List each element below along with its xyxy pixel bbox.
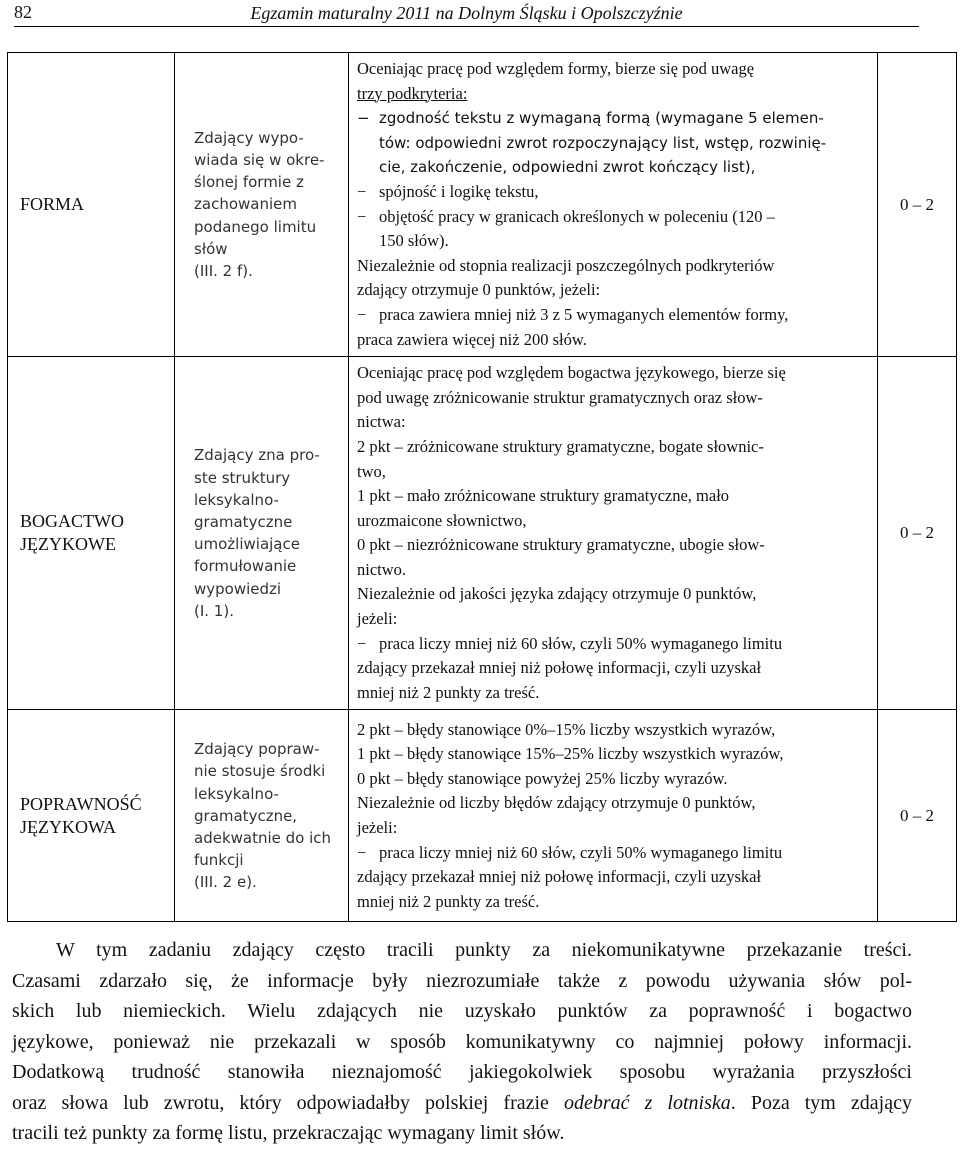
- standard-line: podanego limitu: [194, 217, 317, 236]
- assessment-criteria-table: [7, 52, 957, 922]
- description-text: two,: [357, 461, 386, 481]
- description-line: [357, 82, 877, 107]
- description-text: mniej niż 2 punkty za treść.: [357, 682, 540, 702]
- points-range: 0 – 2: [878, 710, 957, 922]
- dash-bullet-icon: −: [357, 181, 367, 201]
- description-bullet-line: [357, 841, 877, 866]
- description-text: Niezależnie od liczby błędów zdający otrzymuje 0 punktów,: [357, 793, 756, 813]
- description-line: [357, 460, 877, 485]
- standard-line: Zdający wypo-: [194, 128, 304, 147]
- description-line: [357, 718, 877, 743]
- dash-bullet-icon: −: [357, 842, 367, 862]
- description-bullet-line: [357, 180, 877, 205]
- commentary-line: tracili też punkty za formę listu, przekraczając wymagany limit słów.: [12, 1122, 565, 1144]
- description-line: [357, 816, 877, 841]
- running-title: Egzamin maturalny 2011 na Dolnym Śląsku i Opolszczyźnie: [250, 3, 683, 23]
- criterion-category: [8, 53, 175, 357]
- criterion-category: [8, 710, 175, 922]
- standard-line: umożliwiające: [194, 535, 300, 554]
- description-bullet-line: [357, 303, 877, 328]
- description-text: nictwa:: [357, 412, 406, 432]
- standard-line: leksykalno-: [194, 490, 279, 509]
- standard-line: adekwatnie do ich: [194, 829, 332, 848]
- description-line: [357, 410, 877, 435]
- criterion-category: [8, 357, 175, 710]
- standard-line: formułowanie: [194, 557, 297, 576]
- description-line: [357, 435, 877, 460]
- description-line: [357, 656, 877, 681]
- description-text: 1 pkt – błędy stanowiące 15%–25% liczby wszystkich wyrazów,: [357, 744, 784, 764]
- description-text: Oceniając pracę pod względem bogactwa językowego, bierze się: [357, 363, 786, 383]
- criterion-standard: [175, 357, 349, 710]
- description-line: [357, 767, 877, 792]
- description-text: pod uwagę zróżnicowanie struktur gramatycznych oraz słow-: [357, 387, 763, 407]
- standard-line: (III. 2 e).: [194, 873, 257, 892]
- description-line: [357, 865, 877, 890]
- description-line: [357, 533, 877, 558]
- description-line: [357, 254, 877, 279]
- dash-bullet-icon: −: [357, 206, 367, 226]
- description-text: Oceniając pracę pod względem formy, bierze się pod uwagę: [357, 59, 755, 78]
- criterion-standard: [175, 53, 349, 357]
- description-text: 2 pkt – zróżnicowane struktury gramatyczne, bogate słownic-: [357, 436, 764, 456]
- page-number: 82: [14, 2, 32, 22]
- description-text: 0 pkt – niezróżnicowane struktury gramatyczne, ubogie słow-: [357, 535, 765, 555]
- description-text: jeżeli:: [357, 609, 398, 629]
- description-text: 1 pkt – mało zróżnicowane struktury gramatyczne, mało: [357, 486, 730, 506]
- standard-line: ste struktury: [194, 468, 291, 487]
- description-text: urozmaicone słownictwo,: [357, 510, 527, 530]
- criterion-description: [349, 357, 878, 710]
- commentary-line: Czasami zdarzało się, że informacje były niezrozumiałe także z powodu używania słów pol-: [12, 969, 912, 992]
- category-line: JĘZYKOWE: [20, 534, 116, 555]
- description-text: 2 pkt – błędy stanowiące 0%–15% liczby wszystkich wyrazów,: [357, 719, 776, 739]
- description-text: zgodność tekstu z wymaganą formą (wymagane 5 elemen-: [379, 109, 824, 128]
- category-line: BOGACTWO: [20, 511, 124, 532]
- standard-line: zachowaniem: [194, 195, 297, 214]
- standard-line: ślonej formie z: [194, 173, 304, 192]
- description-line: [357, 57, 877, 82]
- category-line: FORMA: [20, 194, 85, 215]
- description-text: cie, zakończenie, odpowiedni zwrot kończący list),: [379, 158, 756, 177]
- criterion-description: [349, 53, 878, 357]
- description-line: [357, 681, 877, 706]
- commentary-line: językowe, ponieważ nie przekazali w sposób komunikatywny co najmniej połowy informacji.: [12, 1030, 912, 1053]
- description-line: [357, 131, 877, 156]
- description-line: [357, 607, 877, 632]
- description-line: [357, 742, 877, 767]
- standard-line: gramatyczne: [194, 513, 293, 532]
- page-header: [14, 0, 919, 27]
- standard-line: nie stosuje środki: [194, 762, 326, 781]
- standard-line: (I. 1).: [194, 601, 234, 620]
- description-text: objętość pracy w granicach określonych w poleceniu (120 –: [379, 206, 775, 226]
- description-text: mniej niż 2 punkty za treść.: [357, 891, 540, 911]
- description-line: [357, 791, 877, 816]
- standard-line: słów: [194, 239, 228, 258]
- description-text: nictwo.: [357, 559, 407, 579]
- category-line: JĘZYKOWA: [20, 816, 116, 837]
- criterion-standard: [175, 710, 349, 922]
- description-bullet-line: [357, 632, 877, 657]
- description-text: 150 słów).: [379, 231, 449, 251]
- description-line: [357, 484, 877, 509]
- dash-bullet-icon: −: [357, 109, 370, 128]
- description-text: Niezależnie od jakości języka zdający otrzymuje 0 punktów,: [357, 584, 757, 604]
- description-line: [357, 890, 877, 915]
- points-range: 0 – 2: [878, 357, 957, 710]
- dash-bullet-icon: −: [357, 304, 367, 324]
- description-text: spójność i logikę tekstu,: [379, 181, 539, 201]
- description-line: [357, 509, 877, 534]
- description-text: trzy podkryteria:: [357, 83, 468, 103]
- commentary-paragraph: [12, 935, 912, 1149]
- description-text: praca zawiera mniej niż 3 z 5 wymaganych elementów formy,: [379, 304, 789, 324]
- standard-line: Zdający popraw-: [194, 740, 320, 759]
- standard-line: (III. 2 f).: [194, 262, 253, 281]
- commentary-text: . Poza tym zdający: [730, 1091, 912, 1114]
- description-text: tów: odpowiedni zwrot rozpoczynający list, wstęp, rozwinię-: [379, 133, 827, 152]
- points-range: 0 – 2: [878, 53, 957, 357]
- standard-line: gramatyczne,: [194, 806, 298, 825]
- description-line: [357, 155, 877, 180]
- criteria-row: [8, 53, 957, 357]
- description-line: [357, 361, 877, 386]
- criteria-row: [8, 357, 957, 710]
- description-line: [357, 558, 877, 583]
- description-line: [357, 278, 877, 303]
- commentary-line: skich lub niemieckich. Wielu zdających nie uzyskało punktów za poprawność i bogactwo: [12, 1000, 912, 1022]
- standard-line: Zdający zna pro-: [194, 446, 320, 465]
- commentary-line: Dodatkową trudność stanowiła nieznajomość jakiegokolwiek sposobu wyrażania przyszłości: [12, 1061, 912, 1083]
- description-line: [357, 386, 877, 411]
- description-text: zdający przekazał mniej niż połowę informacji, czyli uzyskał: [357, 867, 762, 887]
- description-text: zdający przekazał mniej niż połowę informacji, czyli uzyskał: [357, 658, 762, 678]
- description-text: Niezależnie od stopnia realizacji poszczególnych podkryteriów: [357, 255, 775, 275]
- commentary-line: [12, 1088, 912, 1119]
- description-bullet-line: [357, 106, 877, 131]
- criterion-description: [349, 710, 878, 922]
- italic-phrase: odebrać z lotniska: [564, 1091, 731, 1114]
- description-line: [357, 582, 877, 607]
- standard-line: leksykalno-: [194, 784, 279, 803]
- standard-line: wypowiedzi: [194, 579, 282, 598]
- description-text: praca liczy mniej niż 60 słów, czyli 50% wymaganego limitu: [379, 842, 783, 862]
- standard-line: wiada się w okre-: [194, 151, 325, 170]
- description-text: jeżeli:: [357, 817, 398, 837]
- description-text: praca liczy mniej niż 60 słów, czyli 50% wymaganego limitu: [379, 633, 783, 653]
- description-text: praca zawiera więcej niż 200 słów.: [357, 329, 587, 349]
- commentary-line: W tym zadaniu zdający często tracili punkty za niekomunikatywne przekazanie treści.: [56, 939, 912, 961]
- description-text: 0 pkt – błędy stanowiące powyżej 25% liczby wyrazów.: [357, 768, 728, 788]
- description-line: [357, 229, 877, 254]
- commentary-text: oraz słowa lub zwrotu, który odpowiadałby polskiej frazie: [12, 1091, 564, 1114]
- description-bullet-line: [357, 205, 877, 230]
- description-line: [357, 328, 877, 353]
- category-line: POPRAWNOŚĆ: [20, 793, 142, 814]
- criteria-row: [8, 710, 957, 922]
- description-text: zdający otrzymuje 0 punktów, jeżeli:: [357, 280, 601, 300]
- dash-bullet-icon: −: [357, 633, 367, 653]
- standard-line: funkcji: [194, 851, 244, 870]
